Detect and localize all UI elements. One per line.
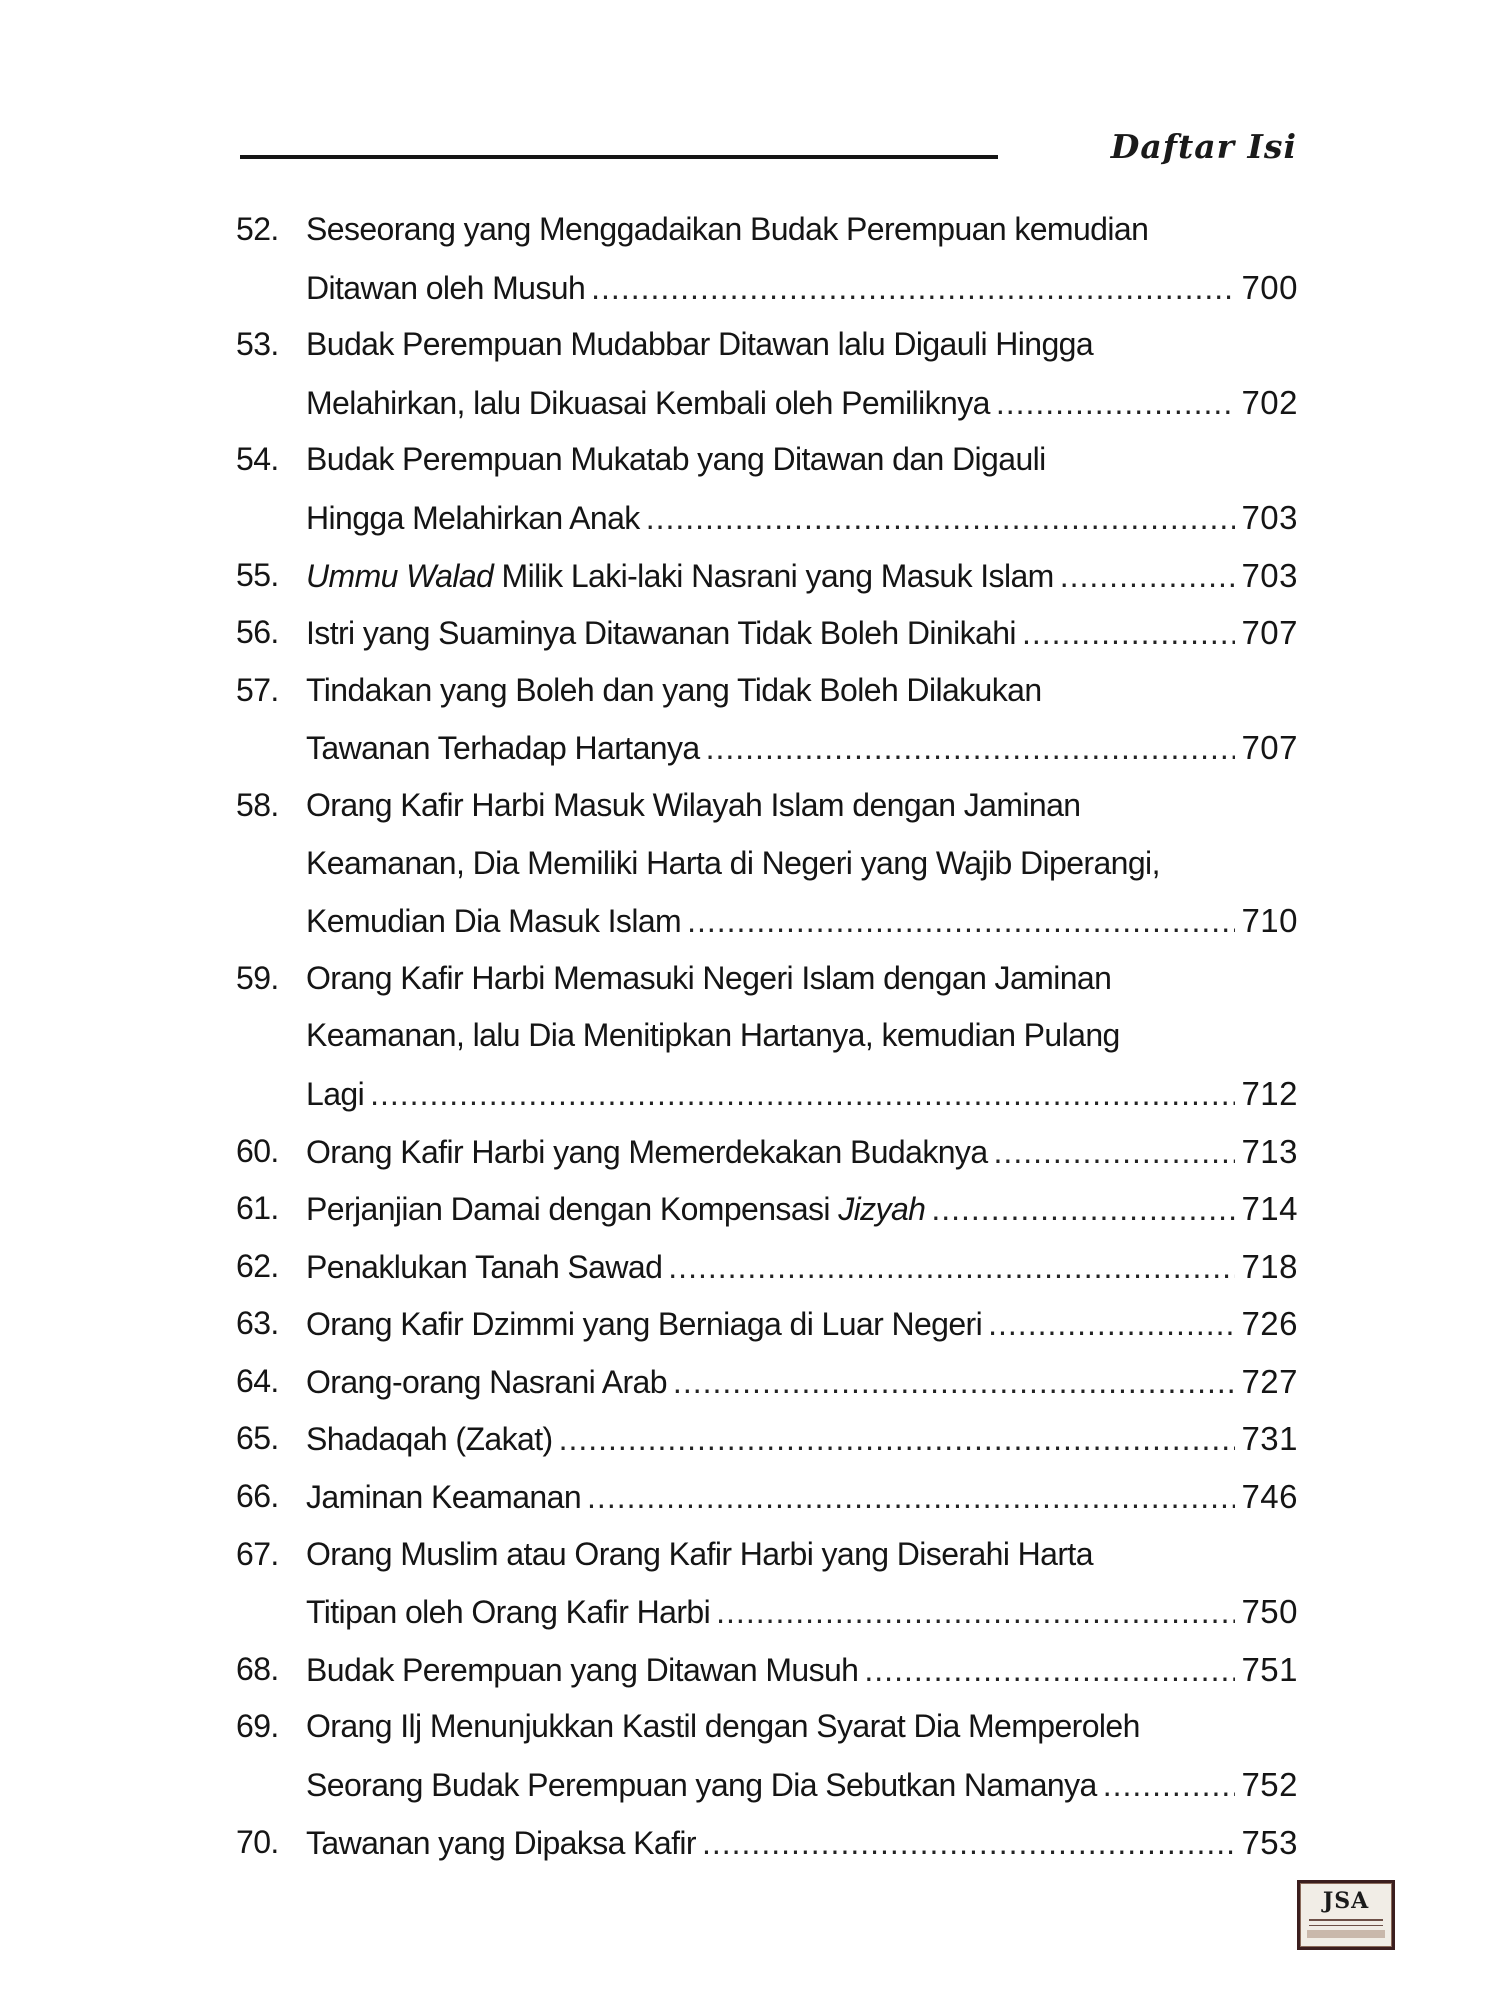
- dot-leader: [716, 1584, 1235, 1642]
- entry-title-plain: Budak Perempuan yang Ditawan Musuh: [306, 1651, 859, 1688]
- entry-page-number: 713: [1241, 1132, 1298, 1170]
- entry-title-line: Orang Ilj Menunjukkan Kastil dengan Syarat Dia Memperoleh: [306, 1708, 1140, 1745]
- entry-number: 60.: [236, 1132, 279, 1169]
- entry-last-line: [306, 259, 1298, 317]
- entry-body: [306, 1410, 1298, 1468]
- entry-page-number: 746: [1241, 1478, 1298, 1516]
- entry-body: [306, 201, 1298, 316]
- entry-body: [306, 1698, 1298, 1813]
- entry-body: [306, 950, 1298, 1123]
- entry-body: [306, 662, 1298, 777]
- logo-bar: [1307, 1930, 1385, 1938]
- entry-last-line: [306, 1353, 1298, 1411]
- entry-body: [306, 777, 1298, 950]
- entry-title-text: [306, 1584, 710, 1642]
- dot-leader: [370, 1066, 1235, 1124]
- entry-page-number: 726: [1241, 1305, 1298, 1343]
- entry-title-text: [306, 893, 681, 951]
- entry-body: [306, 1526, 1298, 1641]
- entry-number: 56.: [236, 614, 279, 651]
- entry-title-line: Orang Muslim atau Orang Kafir Harbi yang Diserahi Harta: [306, 1535, 1093, 1572]
- entry-title-text: [306, 1066, 364, 1124]
- entry-last-line: [306, 892, 1298, 950]
- entry-last-line: [306, 374, 1298, 432]
- entry-last-line: [306, 719, 1298, 777]
- entry-title-text: [306, 1411, 553, 1469]
- entry-body: [306, 316, 1298, 431]
- logo-text: JSA: [1322, 1888, 1370, 1914]
- entry-page-number: 703: [1241, 498, 1298, 536]
- toc-entry: [236, 1698, 1298, 1813]
- dot-leader: [587, 1469, 1235, 1527]
- entry-number: 53.: [236, 326, 279, 363]
- entry-body: [306, 604, 1298, 662]
- toc-entry: [236, 431, 1298, 546]
- entry-number: 64.: [236, 1362, 279, 1399]
- entry-body: [306, 1814, 1298, 1872]
- entry-body: [306, 1123, 1298, 1181]
- entry-last-line: [306, 1583, 1298, 1641]
- entry-number: 55.: [236, 556, 279, 593]
- entry-page-number: 753: [1241, 1823, 1298, 1861]
- entry-number: 54.: [236, 441, 279, 478]
- dot-leader: [864, 1642, 1235, 1700]
- entry-title-plain: Tawanan yang Dipaksa Kafir: [306, 1824, 696, 1861]
- entry-last-line: [306, 604, 1298, 662]
- entry-page-number: 752: [1241, 1766, 1298, 1804]
- logo-divider: [1309, 1925, 1383, 1926]
- logo-badge: [1300, 1883, 1392, 1947]
- entry-title-line: Keamanan, Dia Memiliki Harta di Negeri yang Wajib Diperangi,: [306, 844, 1160, 881]
- entry-page-number: 731: [1241, 1420, 1298, 1458]
- entry-title-plain: Tawanan Terhadap Hartanya: [306, 730, 700, 767]
- entry-page-number: 707: [1241, 729, 1298, 767]
- entry-title-plain: Lagi: [306, 1075, 365, 1112]
- entry-page-number: 727: [1241, 1362, 1298, 1400]
- entry-title-text: [306, 1181, 925, 1239]
- toc-entry: [236, 201, 1298, 316]
- page-header: [240, 127, 1297, 167]
- entry-body: [306, 431, 1298, 546]
- entry-last-line: [306, 1468, 1298, 1526]
- entry-title-italic: Jizyah: [838, 1191, 926, 1228]
- entry-body: [306, 547, 1298, 605]
- dot-leader: [1022, 605, 1235, 663]
- entry-page-number: 700: [1241, 268, 1298, 306]
- toc-entry: [236, 1526, 1298, 1641]
- dot-leader: [996, 375, 1236, 433]
- entry-title-text: [306, 1469, 581, 1527]
- toc-entry: [236, 1814, 1298, 1872]
- toc-entry: [236, 1641, 1298, 1699]
- entry-page-number: 718: [1241, 1247, 1298, 1285]
- header-rule: [240, 155, 998, 159]
- entry-number: 66.: [236, 1478, 279, 1515]
- entry-last-line: [306, 489, 1298, 547]
- entry-title-text: [306, 490, 640, 548]
- entry-title-plain: Jaminan Keamanan: [306, 1479, 582, 1516]
- toc-entry: [236, 1180, 1298, 1238]
- entry-number: 67.: [236, 1535, 279, 1572]
- entry-last-line: [306, 1123, 1298, 1181]
- entry-last-line: [306, 1238, 1298, 1296]
- entry-title-text: [306, 605, 1016, 663]
- toc-entry: [236, 1410, 1298, 1468]
- dot-leader: [687, 893, 1235, 951]
- toc-entry: [236, 1353, 1298, 1411]
- entry-title-text: [306, 1124, 988, 1182]
- entry-title-plain: Kemudian Dia Masuk Islam: [306, 903, 682, 940]
- entry-number: 65.: [236, 1420, 279, 1457]
- entry-title-text: [306, 1642, 858, 1700]
- entry-page-number: 714: [1241, 1190, 1298, 1228]
- entry-title-line: Orang Kafir Harbi Memasuki Negeri Islam dengan Jaminan: [306, 959, 1112, 996]
- dot-leader: [702, 1815, 1235, 1873]
- entry-title-line: Budak Perempuan Mukatab yang Ditawan dan Digauli: [306, 441, 1046, 478]
- entry-title-text: [306, 1239, 662, 1297]
- entry-body: [306, 1468, 1298, 1526]
- entry-last-line: [306, 1410, 1298, 1468]
- entry-body: [306, 1180, 1298, 1238]
- entry-title-text: [306, 375, 990, 433]
- entry-title-text: [306, 1815, 696, 1873]
- entry-last-line: [306, 1295, 1298, 1353]
- entry-title-plain: Penaklukan Tanah Sawad: [306, 1248, 663, 1285]
- dot-leader: [673, 1354, 1236, 1412]
- toc-entry: [236, 547, 1298, 605]
- toc-entry: [236, 1468, 1298, 1526]
- entry-body: [306, 1641, 1298, 1699]
- entry-last-line: [306, 1756, 1298, 1814]
- entry-title-italic: Ummu Walad: [306, 557, 494, 594]
- entry-page-number: 751: [1241, 1650, 1298, 1688]
- table-of-contents: [236, 201, 1298, 1871]
- entry-body: [306, 1238, 1298, 1296]
- entry-number: 70.: [236, 1823, 279, 1860]
- entry-title-line: Seseorang yang Menggadaikan Budak Perempuan kemudian: [306, 211, 1149, 247]
- entry-title-plain: Perjanjian Damai dengan Kompensasi: [306, 1191, 839, 1228]
- entry-title-line: Tindakan yang Boleh dan yang Tidak Boleh Dilakukan: [306, 671, 1042, 708]
- dot-leader: [988, 1296, 1235, 1354]
- entry-page-number: 702: [1241, 383, 1298, 421]
- toc-entry: [236, 1123, 1298, 1181]
- entry-number: 62.: [236, 1247, 279, 1284]
- entry-number: 68.: [236, 1650, 279, 1687]
- entry-body: [306, 1353, 1298, 1411]
- entry-title-line: Keamanan, lalu Dia Menitipkan Hartanya, kemudian Pulang: [306, 1017, 1120, 1054]
- logo-divider: [1309, 1919, 1383, 1921]
- entry-number: 58.: [236, 786, 279, 823]
- publisher-logo: [1297, 1880, 1395, 1950]
- entry-title-text: [306, 720, 700, 778]
- entry-number: 52.: [236, 211, 279, 247]
- entry-title-plain: Shadaqah (Zakat): [306, 1421, 553, 1458]
- entry-page-number: 707: [1241, 614, 1298, 652]
- entry-title-line: Budak Perempuan Mudabbar Ditawan lalu Digauli Hingga: [306, 326, 1094, 363]
- dot-leader: [994, 1124, 1236, 1182]
- entry-title-text: [306, 1296, 982, 1354]
- entry-body: [306, 1295, 1298, 1353]
- entry-title-plain: Orang Kafir Harbi yang Memerdekakan Budaknya: [306, 1133, 988, 1170]
- dot-leader: [591, 260, 1235, 318]
- page-title: Daftar Isi: [1110, 127, 1297, 166]
- entry-number: 59.: [236, 959, 279, 996]
- entry-title-text: [306, 260, 585, 318]
- entry-title-plain: Istri yang Suaminya Ditawanan Tidak Boleh Dinikahi: [306, 615, 1016, 652]
- dot-leader: [559, 1411, 1236, 1469]
- entry-title-plain: Seorang Budak Perempuan yang Dia Sebutkan Namanya: [306, 1767, 1097, 1804]
- entry-title-text: [306, 1757, 1097, 1815]
- toc-entry: [236, 777, 1298, 950]
- entry-title-plain: Melahirkan, lalu Dikuasai Kembali oleh Pemiliknya: [306, 384, 990, 421]
- entry-title-line: Orang Kafir Harbi Masuk Wilayah Islam dengan Jaminan: [306, 786, 1081, 823]
- entry-last-line: [306, 1641, 1298, 1699]
- dot-leader: [706, 720, 1236, 778]
- entry-page-number: 710: [1241, 902, 1298, 940]
- entry-number: 69.: [236, 1708, 279, 1745]
- entry-number: 63.: [236, 1305, 279, 1342]
- entry-number: 57.: [236, 671, 279, 708]
- dot-leader: [931, 1181, 1235, 1239]
- entry-title-suffix: Milik Laki-laki Nasrani yang Masuk Islam: [493, 557, 1054, 594]
- entry-last-line: [306, 547, 1298, 605]
- entry-last-line: [306, 1814, 1298, 1872]
- toc-entry: [236, 604, 1298, 662]
- toc-entry: [236, 316, 1298, 431]
- entry-number: 61.: [236, 1190, 279, 1227]
- entry-title-plain: Hingga Melahirkan Anak: [306, 499, 640, 536]
- toc-entry: [236, 1238, 1298, 1296]
- toc-entry: [236, 1295, 1298, 1353]
- entry-page-number: 703: [1241, 556, 1298, 594]
- entry-title-text: [306, 548, 1054, 606]
- entry-title-plain: Ditawan oleh Musuh: [306, 269, 586, 306]
- entry-title-plain: Titipan oleh Orang Kafir Harbi: [306, 1594, 711, 1631]
- entry-page-number: 712: [1241, 1074, 1298, 1112]
- toc-entry: [236, 950, 1298, 1123]
- entry-title-plain: Orang Kafir Dzimmi yang Berniaga di Luar Negeri: [306, 1306, 983, 1343]
- entry-last-line: [306, 1065, 1298, 1123]
- entry-last-line: [306, 1180, 1298, 1238]
- dot-leader: [1060, 548, 1236, 606]
- entry-page-number: 750: [1241, 1593, 1298, 1631]
- entry-title-plain: Orang-orang Nasrani Arab: [306, 1363, 667, 1400]
- dot-leader: [646, 490, 1236, 548]
- dot-leader: [668, 1239, 1235, 1297]
- dot-leader: [1103, 1757, 1236, 1815]
- entry-title-text: [306, 1354, 667, 1412]
- toc-entry: [236, 662, 1298, 777]
